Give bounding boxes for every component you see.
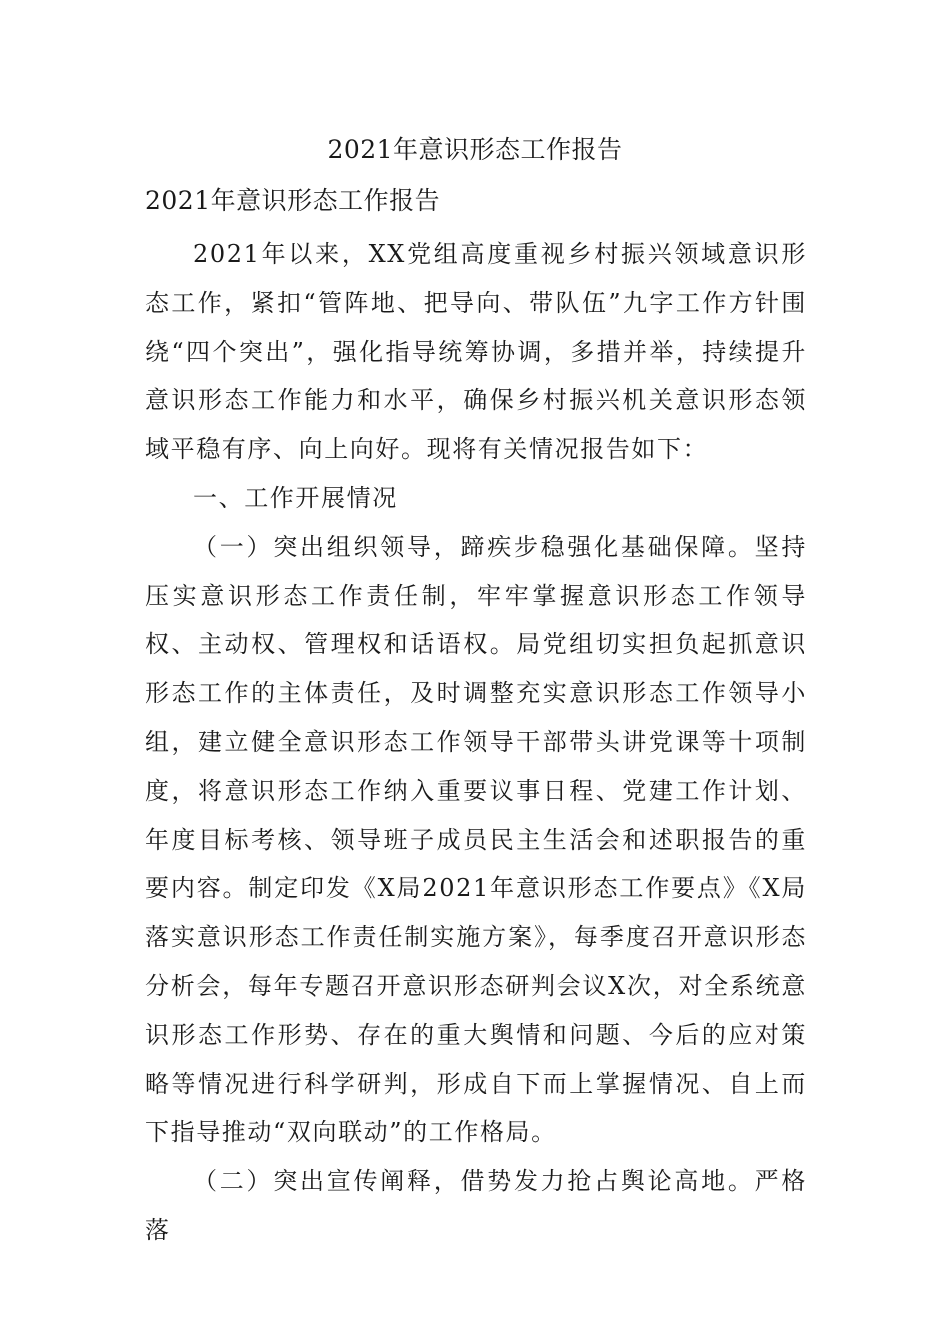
document-title: 2021年意识形态工作报告: [327, 135, 623, 164]
section-heading: 一、工作开展情况: [193, 483, 398, 512]
body-paragraph: （二）突出宣传阐释，借势发力抢占舆论高地。严格落: [145, 1167, 807, 1244]
document-body: [145, 230, 807, 1255]
document-subtitle: 2021年意识形态工作报告: [145, 186, 441, 215]
body-paragraph: （一）突出组织领导，蹄疾步稳强化基础保障。坚持压实意识形态工作责任制，牢牢掌握意识形态工作领导权、主动权、管理权和话语权。局党组切实担负起抓意识形态工作的主体责任，及时调整充实意识形态工作领导小组，建立健全意识形态工作领导干部带头讲党课等十项制度，将意识形态工作纳入重要议事日程、党建工作计划、年度目标考核、领导班子成员民主生活会和述职报告的重要内容。制定印发《X局2021年意识形态工作要点》《X局落实意识形态工作责任制实施方案》，每季度召开意识形态分析会，每年专题召开意识形态研判会议X次，对全系统意识形态工作形势、存在的重大舆情和问题、今后的应对策略等情况进行科学研判，形成自下而上掌握情况、自上而下指导推动“双向联动”的工作格局。: [145, 532, 807, 1147]
intro-paragraph: 2021年以来，XX党组高度重视乡村振兴领域意识形态工作，紧扣“管阵地、把导向、带队伍”九字工作方针围绕“四个突出”，强化指导统筹协调，多措并举，持续提升意识形态工作能力和水平，确保乡村振兴机关意识形态领域平稳有序、向上向好。现将有关情况报告如下：: [145, 240, 807, 464]
